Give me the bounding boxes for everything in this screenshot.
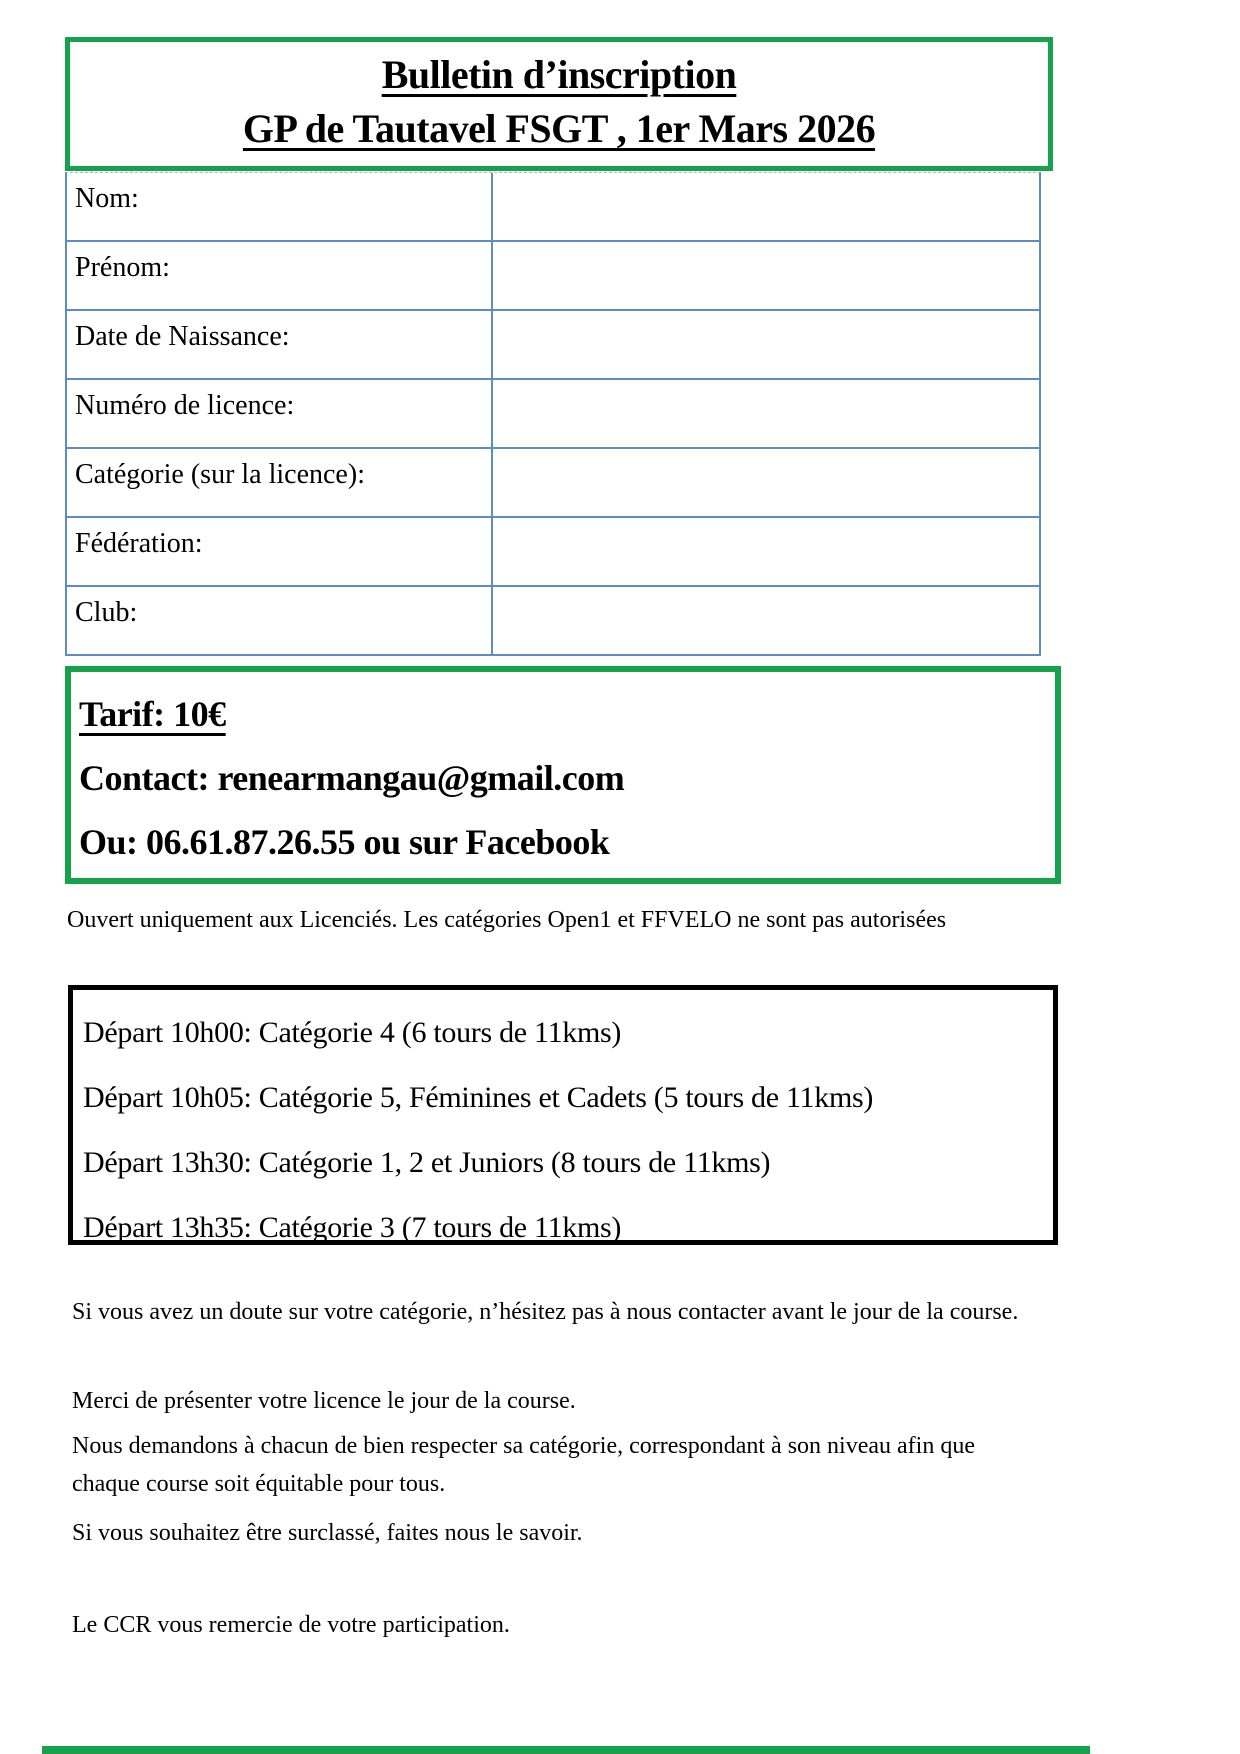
table-row (67, 380, 1039, 449)
note-category-doubt: Si vous avez un doute sur votre catégorie, n’hésitez pas à nous contacter avant le jour de la course. (72, 1299, 1019, 1325)
next-page-box-top-edge (42, 1746, 1090, 1754)
note-present-licence: Merci de présenter votre licence le jour de la course. (72, 1388, 576, 1414)
schedule-line-cat12: Départ 13h30: Catégorie 1, 2 et Juniors (8 tours de 11kms) (83, 1146, 771, 1179)
table-row (67, 311, 1039, 380)
field-input-club[interactable] (493, 587, 1039, 654)
field-input-numero-licence[interactable] (493, 380, 1039, 447)
field-input-prenom[interactable] (493, 242, 1039, 309)
schedule-box (68, 985, 1058, 1245)
field-label-club: Club: (67, 587, 493, 654)
document-title: Bulletin d’inscription (381, 52, 737, 97)
note-respect-category: Nous demandons à chacun de bien respecter sa catégorie, correspondant à son niveau afin que chaque course soit équitable pour tous. (72, 1433, 975, 1497)
contact-phone-text: Ou: 06.61.87.26.55 ou sur Facebook (79, 822, 610, 862)
contact-email-text: Contact: renearmangau@gmail.com (79, 758, 625, 798)
field-input-categorie[interactable] (493, 449, 1039, 516)
field-label-prenom: Prénom: (67, 242, 493, 309)
table-row (67, 449, 1039, 518)
table-row (67, 518, 1039, 587)
table-row (67, 173, 1039, 242)
field-input-nom[interactable] (493, 173, 1039, 240)
registration-form-table (65, 172, 1041, 656)
field-label-date-naissance: Date de Naissance: (67, 311, 493, 378)
field-label-categorie: Catégorie (sur la licence): (67, 449, 493, 516)
note-surclasse: Si vous souhaitez être surclassé, faites nous le savoir. (72, 1520, 583, 1546)
field-label-numero-licence: Numéro de licence: (67, 380, 493, 447)
event-subtitle: GP de Tautavel FSGT , 1er Mars 2026 (242, 106, 876, 151)
schedule-line-cat3: Départ 13h35: Catégorie 3 (7 tours de 11kms) (83, 1211, 622, 1244)
schedule-line-cat5: Départ 10h05: Catégorie 5, Féminines et Cadets (5 tours de 11kms) (83, 1081, 874, 1114)
table-row (67, 242, 1039, 311)
field-input-federation[interactable] (493, 518, 1039, 585)
field-label-nom: Nom: (67, 173, 493, 240)
title-box (65, 37, 1053, 171)
eligibility-note: Ouvert uniquement aux Licenciés. Les catégories Open1 et FFVELO ne sont pas autorisées (67, 907, 947, 933)
table-row (67, 587, 1039, 656)
closing-thanks: Le CCR vous remercie de votre participation. (72, 1612, 510, 1638)
field-label-federation: Fédération: (67, 518, 493, 585)
field-input-date-naissance[interactable] (493, 311, 1039, 378)
schedule-line-cat4: Départ 10h00: Catégorie 4 (6 tours de 11kms) (83, 1016, 622, 1049)
pricing-contact-box (65, 666, 1061, 884)
tarif-text: Tarif: 10€ (79, 694, 226, 734)
